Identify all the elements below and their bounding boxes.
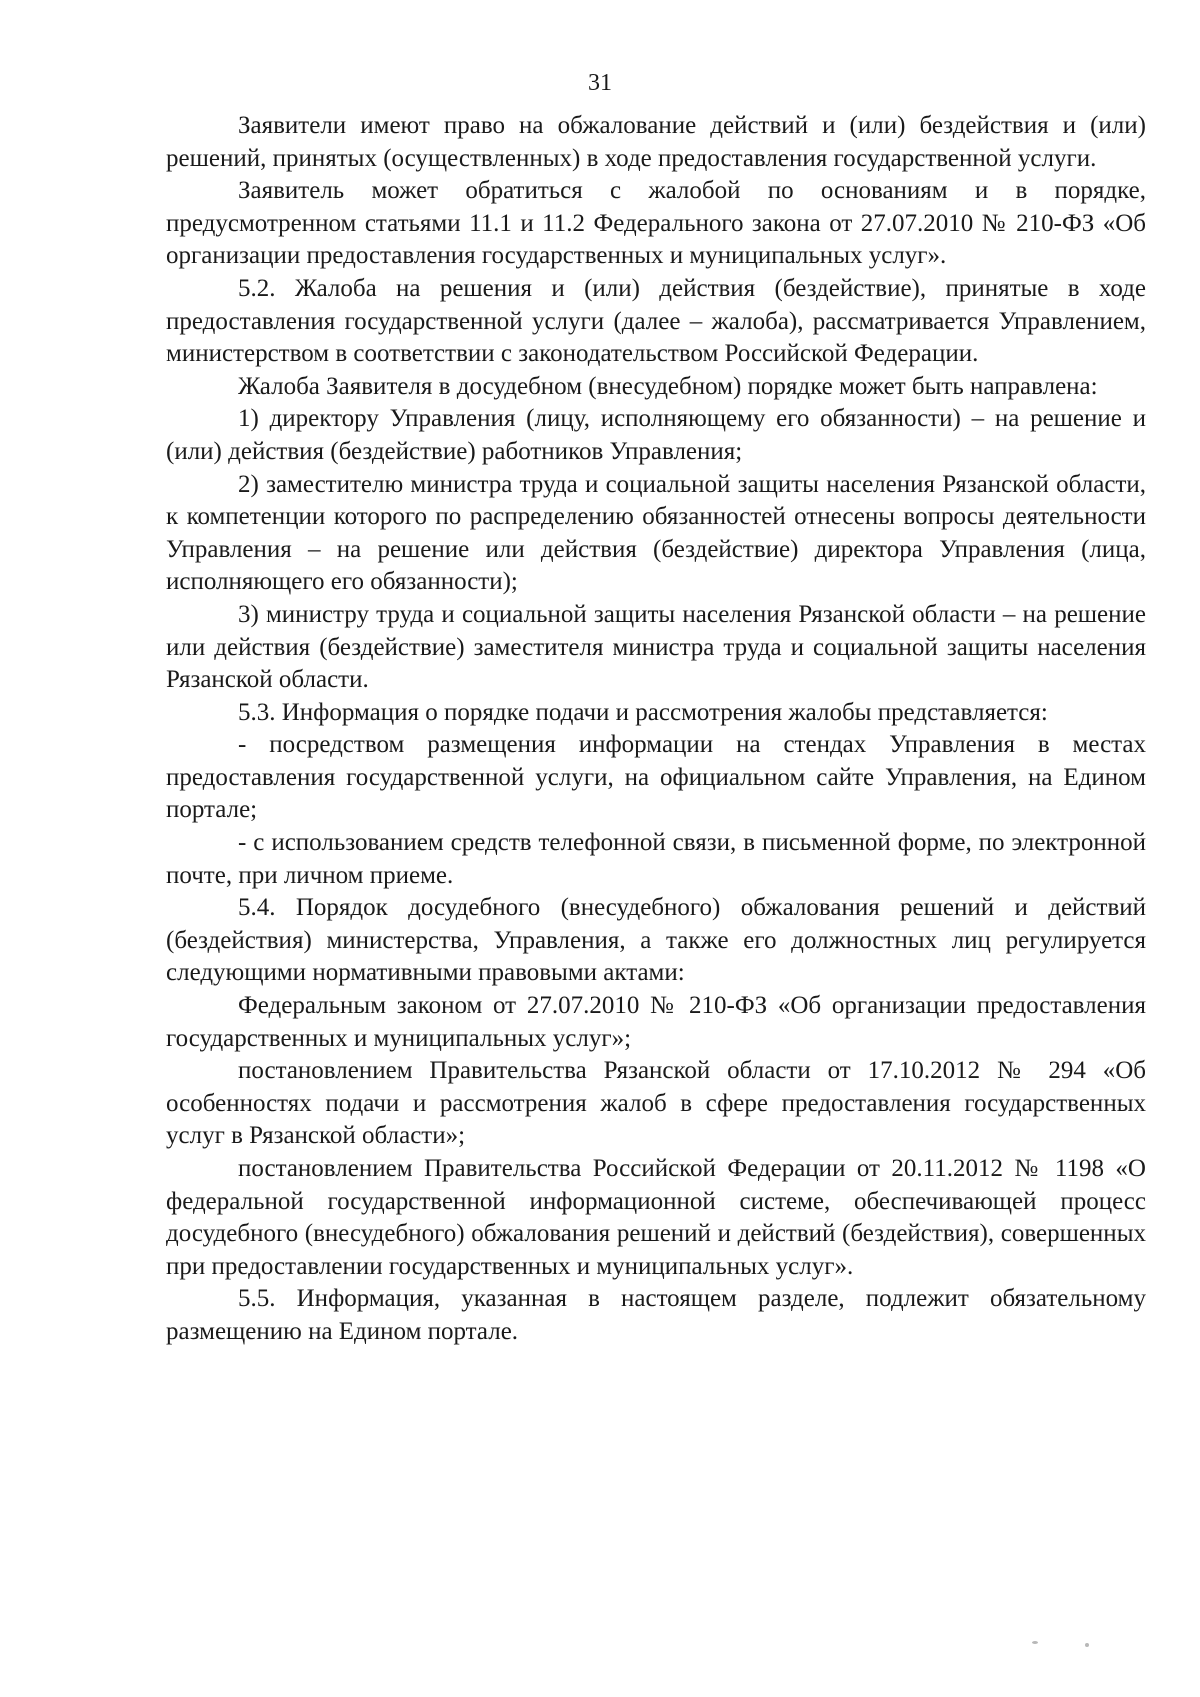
- paragraph-complaint-grounds: Заявитель может обратиться с жалобой по основаниям и в порядке, предусмотренном статьями 11.1 и 11.2 Федерального закона от 27.07.2010 № 210-ФЗ «Об организации предоставления государственных и муниципальных услуг».: [166, 177, 1146, 270]
- act-ryazan-resolution: постановлением Правительства Рязанской области от 17.10.2012 № 294 «Об особенностях подачи и рассмотрения жалоб в сфере предоставления государственных услуг в Рязанской области»;: [166, 1057, 1146, 1150]
- paragraph-5-3: 5.3. Информация о порядке подачи и рассмотрения жалобы представляется:: [238, 698, 1048, 726]
- list-item-2: 2) заместителю министра труда и социальной защиты населения Рязанской области, к компетенции которого по распределению обязанностей отнесены вопросы деятельности Управления – на решение или действия (бездействие) директора Управления (лица, исполняющего его обязанности);: [166, 470, 1146, 596]
- paragraph-5-5: 5.5. Информация, указанная в настоящем разделе, подлежит обязательному размещению на Едином портале.: [166, 1285, 1146, 1345]
- scan-speck: [1085, 1643, 1089, 1647]
- scan-speck: [1032, 1641, 1038, 1644]
- paragraph-5-2: 5.2. Жалоба на решения и (или) действия (бездействие), принятые в ходе предоставления государственной услуги (далее – жалоба), рассматривается Управлением, министерством в соответствии с законодательством Российской Федерации.: [166, 274, 1146, 368]
- act-rf-resolution: постановлением Правительства Российской Федерации от 20.11.2012 № 1198 «О федеральной государственной информационной системе, обеспечивающей процесс досудебного (внесудебного) обжалования решений и действий (бездействия), совершенных при предоставлении государственных и муниципальных услуг».: [166, 1155, 1146, 1280]
- bullet-stands: - посредством размещения информации на стендах Управления в местах предоставления государственной услуги, на официальном сайте Управления, на Едином портале;: [166, 731, 1146, 824]
- list-item-3: 3) министру труда и социальной защиты населения Рязанской области – на решение или действия (бездействие) заместителя министра труда и социальной защиты населения Рязанской области.: [166, 600, 1146, 694]
- page-number: 31: [588, 70, 612, 96]
- paragraph-complaint-direction: Жалоба Заявителя в досудебном (внесудебном) порядке может быть направлена:: [238, 372, 1098, 400]
- list-item-1: 1) директору Управления (лицу, исполняющему его обязанности) – на решение и (или) действия (бездействие) работников Управления;: [166, 405, 1146, 465]
- paragraph-appeal-right: Заявители имеют право на обжалование действий и (или) бездействия и (или) решений, принятых (осуществленных) в ходе предоставления государственной услуги.: [166, 112, 1146, 172]
- paragraph-5-4: 5.4. Порядок досудебного (внесудебного) обжалования решений и действий (бездействия) министерства, Управления, а также его должностных лиц регулируется следующими нормативными правовыми актами:: [166, 894, 1146, 987]
- act-federal-law: Федеральным законом от 27.07.2010 № 210-ФЗ «Об организации предоставления государственных и муниципальных услуг»;: [166, 992, 1146, 1052]
- bullet-telephone: - с использованием средств телефонной связи, в письменной форме, по электронной почте, при личном приеме.: [166, 829, 1146, 889]
- document-body: [166, 110, 1146, 1349]
